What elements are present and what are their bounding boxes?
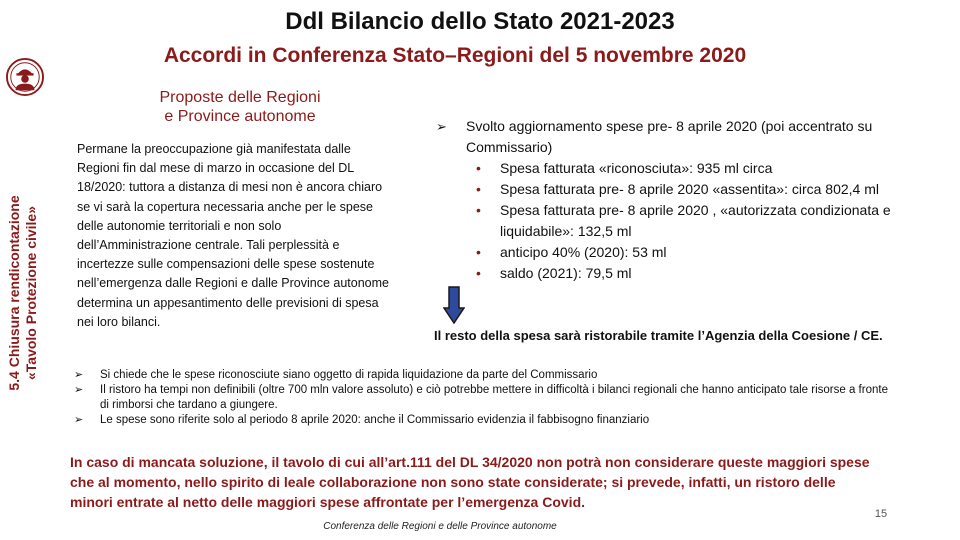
footer-text: Conferenza delle Regioni e delle Province autonome — [323, 521, 557, 532]
slide-title: Ddl Bilancio dello Stato 2021-2023 — [285, 8, 675, 35]
side-label-line2: «Tavolo Protezione civile» — [23, 205, 39, 381]
dot-bullet-icon: • — [476, 265, 481, 281]
list-item: • Spesa fatturata «riconosciuta»: 935 ml circa — [432, 158, 952, 179]
dot-bullet-icon: • — [476, 160, 481, 176]
list-item: • saldo (2021): 79,5 ml — [432, 263, 952, 284]
arrow-bullet-icon: ➢ — [74, 414, 84, 426]
right-lead-text: Svolto aggiornamento spese pre- 8 aprile 2020 (poi accentrato su Commissario) — [466, 118, 873, 155]
list-item: • Spesa fatturata pre- 8 aprile 2020 , «autorizzata condizionata e liquidabile»: 132,5 ml — [476, 202, 891, 239]
right-block — [432, 116, 952, 284]
side-section-label — [2, 160, 74, 430]
left-box-title-line2: e Province autonome — [164, 108, 316, 125]
list-item: ➢ Le spese sono riferite solo al periodo 8 aprile 2020: anche il Commissario evidenzia il fabbisogno finanziario — [74, 414, 650, 426]
right-lead — [432, 116, 952, 158]
left-box-title — [110, 88, 370, 126]
down-arrow-icon — [443, 286, 465, 324]
list-item: • Spesa fatturata pre- 8 aprile 2020 «assentita»: circa 802,4 ml — [432, 179, 952, 200]
slide-subtitle: Accordi in Conferenza Stato–Regioni del 5 novembre 2020 — [163, 44, 747, 67]
dot-bullet-icon: • — [476, 202, 481, 218]
dot-bullet-icon: • — [476, 181, 481, 197]
page-number: 15 — [874, 508, 888, 520]
left-box-paragraph: Permane la preoccupazione già manifestata dalle Regioni fin dal mese di marzo in occasione del DL 18/2020: tuttora a distanza di mesi non è ancora chiaro se vi sarà la copertura necessaria anche per le spese delle autonomie territoriali e non solo dell’Amministrazione centrale. Tali perplessità e incertezze sulle compensazioni delle spese sostenute nell’emergenza dalle Regioni e dalle Province autonome determina un appesantimento delle previsioni di spesa nei loro bilanci. — [77, 142, 389, 329]
list-item: • anticipo 40% (2020): 53 ml — [432, 242, 952, 263]
left-box-title-line1: Proposte delle Regioni — [159, 89, 321, 106]
conclusion-paragraph: In caso di mancata soluzione, il tavolo di cui all’art.111 del DL 34/2020 non potrà non considerare queste maggiori spese che al momento, nello spirito di leale collaborazione non sono state considerate; si prevede, infatti, un ristoro delle minori entrate al netto delle maggiori spese affrontate per l’emergenza Covid. — [70, 454, 870, 510]
list-item: ➢ Si chiede che le spese riconosciute siano oggetto di rapida liquidazione da parte del Commissario — [74, 369, 598, 381]
dot-bullet-icon: • — [476, 244, 481, 260]
civil-protection-worker-icon — [6, 58, 44, 96]
resto-statement: Il resto della spesa sarà ristorabile tramite l’Agenzia della Coesione / CE. — [434, 328, 883, 343]
bullet-list — [74, 368, 894, 428]
arrow-bullet-icon: ➢ — [436, 119, 447, 134]
arrow-bullet-icon: ➢ — [74, 384, 84, 396]
arrow-bullet-icon: ➢ — [74, 369, 84, 381]
side-label-line1: 5.4 Chiusura rendicontazione — [6, 195, 22, 391]
list-item: ➢ Il ristoro ha tempi non definibili (oltre 700 mln valore assoluto) e ciò potrebbe mettere in difficoltà i bilanci regionali che hanno anticipato tale risorse a fronte di rimborsi che tardano a giungere. — [74, 384, 888, 411]
